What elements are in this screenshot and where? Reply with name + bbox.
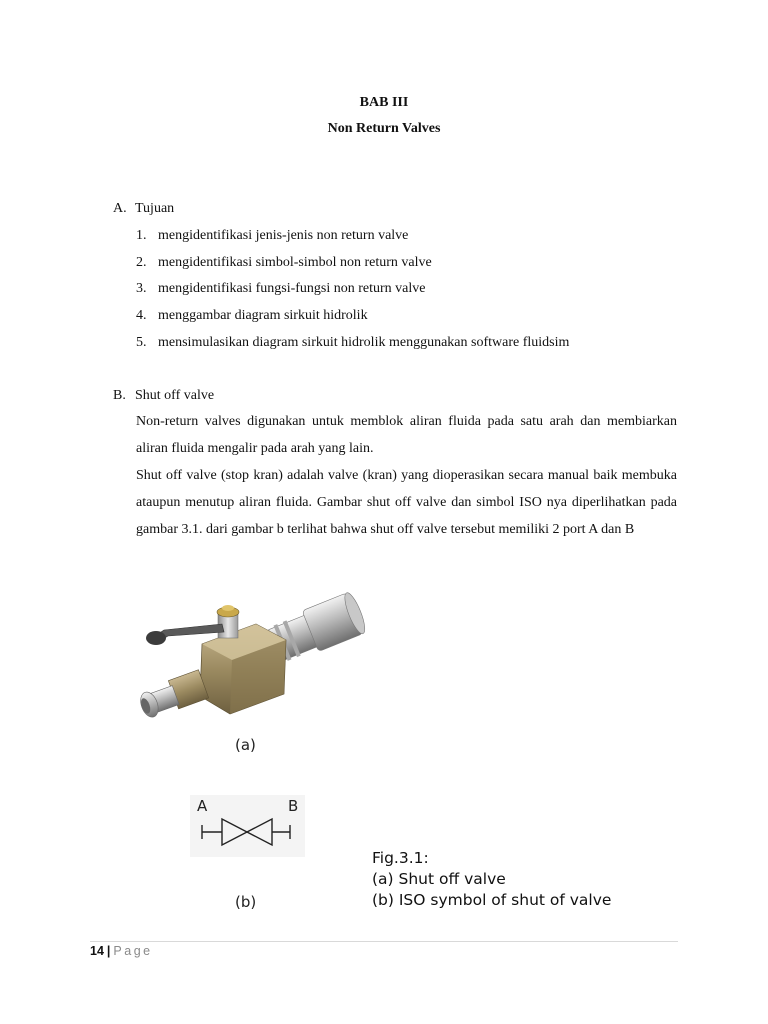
list-item-text: mengidentifikasi simbol-simbol non return valve bbox=[158, 254, 432, 270]
section-b-title: Shut off valve bbox=[135, 388, 215, 403]
list-item-text: mensimulasikan diagram sirkuit hidrolik menggunakan software fluidsim bbox=[158, 334, 570, 350]
list-item bbox=[136, 306, 569, 333]
paragraph-shut-off: Shut off valve (stop kran) adalah valve (kran) yang dioperasikan secara manual baik membuka ataupun menutup aliran fluida. Gambar shut off valve dan simbol ISO nya diperlihatkan pada gambar 3.1. dari gambar b terlihat bahwa shut off valve tersebut memiliki 2 port A dan B bbox=[136, 468, 677, 537]
footer-separator: | bbox=[106, 944, 111, 958]
list-item-text: mengidentifikasi fungsi-fungsi non return valve bbox=[158, 281, 426, 297]
list-item-number: 4. bbox=[136, 308, 147, 324]
list-item-number: 1. bbox=[136, 228, 147, 243]
list-item-number: 5. bbox=[136, 334, 147, 350]
chapter-label: BAB III bbox=[359, 95, 409, 110]
list-item bbox=[136, 279, 569, 306]
section-a-heading bbox=[113, 201, 174, 217]
chapter-title: Non Return Valves bbox=[327, 121, 441, 136]
section-b-heading bbox=[113, 388, 214, 404]
list-item bbox=[136, 226, 569, 253]
port-b-label: B bbox=[288, 797, 299, 815]
list-item-text: menggambar diagram sirkuit hidrolik bbox=[158, 308, 368, 324]
shut-off-valve-image bbox=[134, 582, 370, 738]
figure-caption-b: (b) ISO symbol of shut of valve bbox=[372, 891, 612, 909]
list-item-number: 3. bbox=[136, 281, 147, 297]
figure-label-b: (b) bbox=[235, 893, 257, 911]
section-a-title: Tujuan bbox=[135, 201, 175, 216]
figure-caption bbox=[372, 848, 611, 911]
list-item bbox=[136, 253, 569, 280]
port-a-label: A bbox=[197, 797, 208, 815]
section-a-marker: A. bbox=[113, 201, 127, 216]
list-item bbox=[136, 333, 569, 360]
section-b-marker: B. bbox=[113, 388, 126, 403]
goals-list bbox=[136, 226, 569, 359]
list-item-number: 2. bbox=[136, 254, 147, 270]
paragraph-non-return: Non-return valves digunakan untuk memblok aliran fluida pada satu arah dan membiarkan aliran fluida mengalir pada arah yang lain. bbox=[136, 414, 677, 456]
footer-divider bbox=[90, 941, 678, 942]
iso-symbol bbox=[190, 795, 305, 857]
list-item-text: mengidentifikasi jenis-jenis non return valve bbox=[158, 228, 409, 243]
page-number: 14 bbox=[90, 944, 104, 958]
figure-caption-title: Fig.3.1: bbox=[372, 849, 429, 867]
figure-label-a: (a) bbox=[235, 736, 256, 754]
figure-caption-a: (a) Shut off valve bbox=[372, 870, 506, 888]
page-word: Page bbox=[113, 944, 153, 958]
page-footer bbox=[90, 944, 153, 958]
